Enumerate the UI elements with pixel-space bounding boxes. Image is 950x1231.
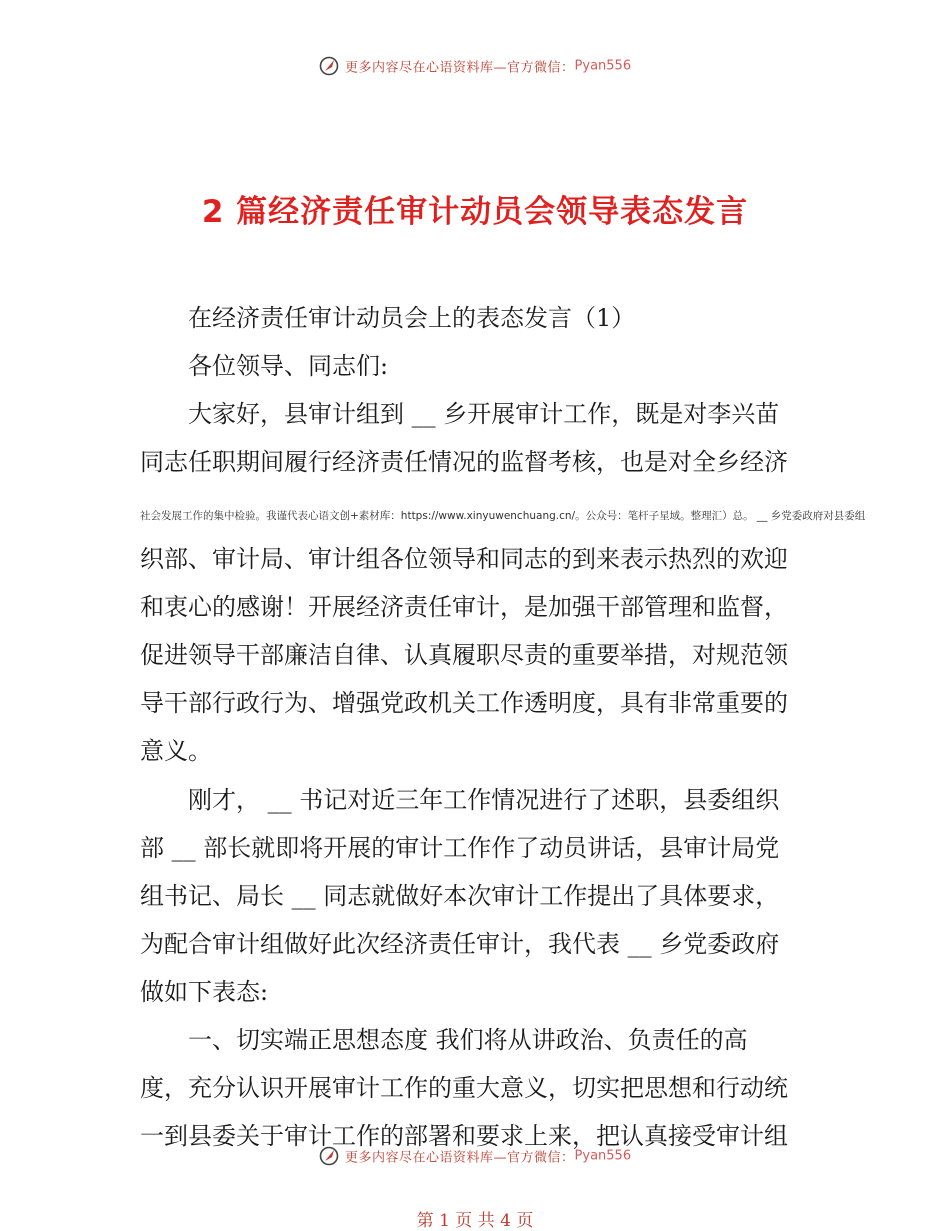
- footer-watermark: [0, 1146, 950, 1166]
- watermark-text: 更多内容尽在心语资料库—官方微信：: [345, 60, 575, 76]
- inserted-small-text-line: 社会发展工作的集中检验。我谨代表心语文创+素材库：https://www.xinyuwenchuang.cn/。公众号：笔杆子星域。整理汇）总。 __ 乡党委政府对县委组: [140, 510, 866, 522]
- paragraph-line: 同志任职期间履行经济责任情况的监督考核，也是对全乡经济: [140, 448, 788, 476]
- paragraph-line: 织部、审计局、审计组各位领导和同志的到来表示热烈的欢迎: [140, 545, 788, 573]
- paragraph-line: 为配合审计组做好此次经济责任审计，我代表 __ 乡党委政府: [140, 930, 780, 958]
- document-title: 2 篇经济责任审计动员会领导表态发言: [201, 194, 749, 230]
- paragraph-line: 导干部行政行为、增强党政机关工作透明度，具有非常重要的: [140, 689, 788, 717]
- paragraph-line: 刚才， __ 书记对近三年工作情况进行了述职，县委组织: [188, 786, 780, 814]
- paragraph-line: 度，充分认识开展审计工作的重大意义，切实把思想和行动统: [140, 1074, 788, 1102]
- watermark-text: 更多内容尽在心语资料库—官方微信：: [345, 1150, 575, 1166]
- paragraph-line: 促进领导干部廉洁自律、认真履职尽责的重要举措，对规范领: [140, 641, 788, 669]
- paragraph-line: 一到县委关于审计工作的部署和要求上来，把认真接受审计组: [140, 1122, 788, 1150]
- paragraph-line: 部 __ 部长就即将开展的审计工作作了动员讲话，县审计局党: [140, 834, 780, 862]
- salutation: 各位领导、同志们:: [188, 352, 389, 380]
- header-watermark: [0, 56, 950, 76]
- paragraph-line: 做如下表态:: [140, 978, 269, 1006]
- page-number: 第 1 页 共 4 页: [416, 1211, 534, 1231]
- paragraph-line: 大家好，县审计组到 __ 乡开展审计工作，既是对李兴苗: [188, 400, 780, 428]
- paragraph-line: 一、切实端正思想态度 我们将从讲政治、负责任的高: [188, 1026, 748, 1054]
- watermark-id: Pyan556: [574, 1148, 632, 1164]
- quill-logo-icon: [319, 1146, 339, 1166]
- section-heading: 在经济责任审计动员会上的表态发言（1）: [188, 304, 636, 332]
- paragraph-line: 和衷心的感谢！开展经济责任审计，是加强干部管理和监督，: [140, 593, 788, 621]
- quill-logo-icon: [319, 56, 339, 76]
- paragraph-line: 意义。: [140, 737, 212, 765]
- paragraph-line: 组书记、局长 __ 同志就做好本次审计工作提出了具体要求，: [140, 882, 780, 910]
- watermark-id: Pyan556: [574, 58, 632, 74]
